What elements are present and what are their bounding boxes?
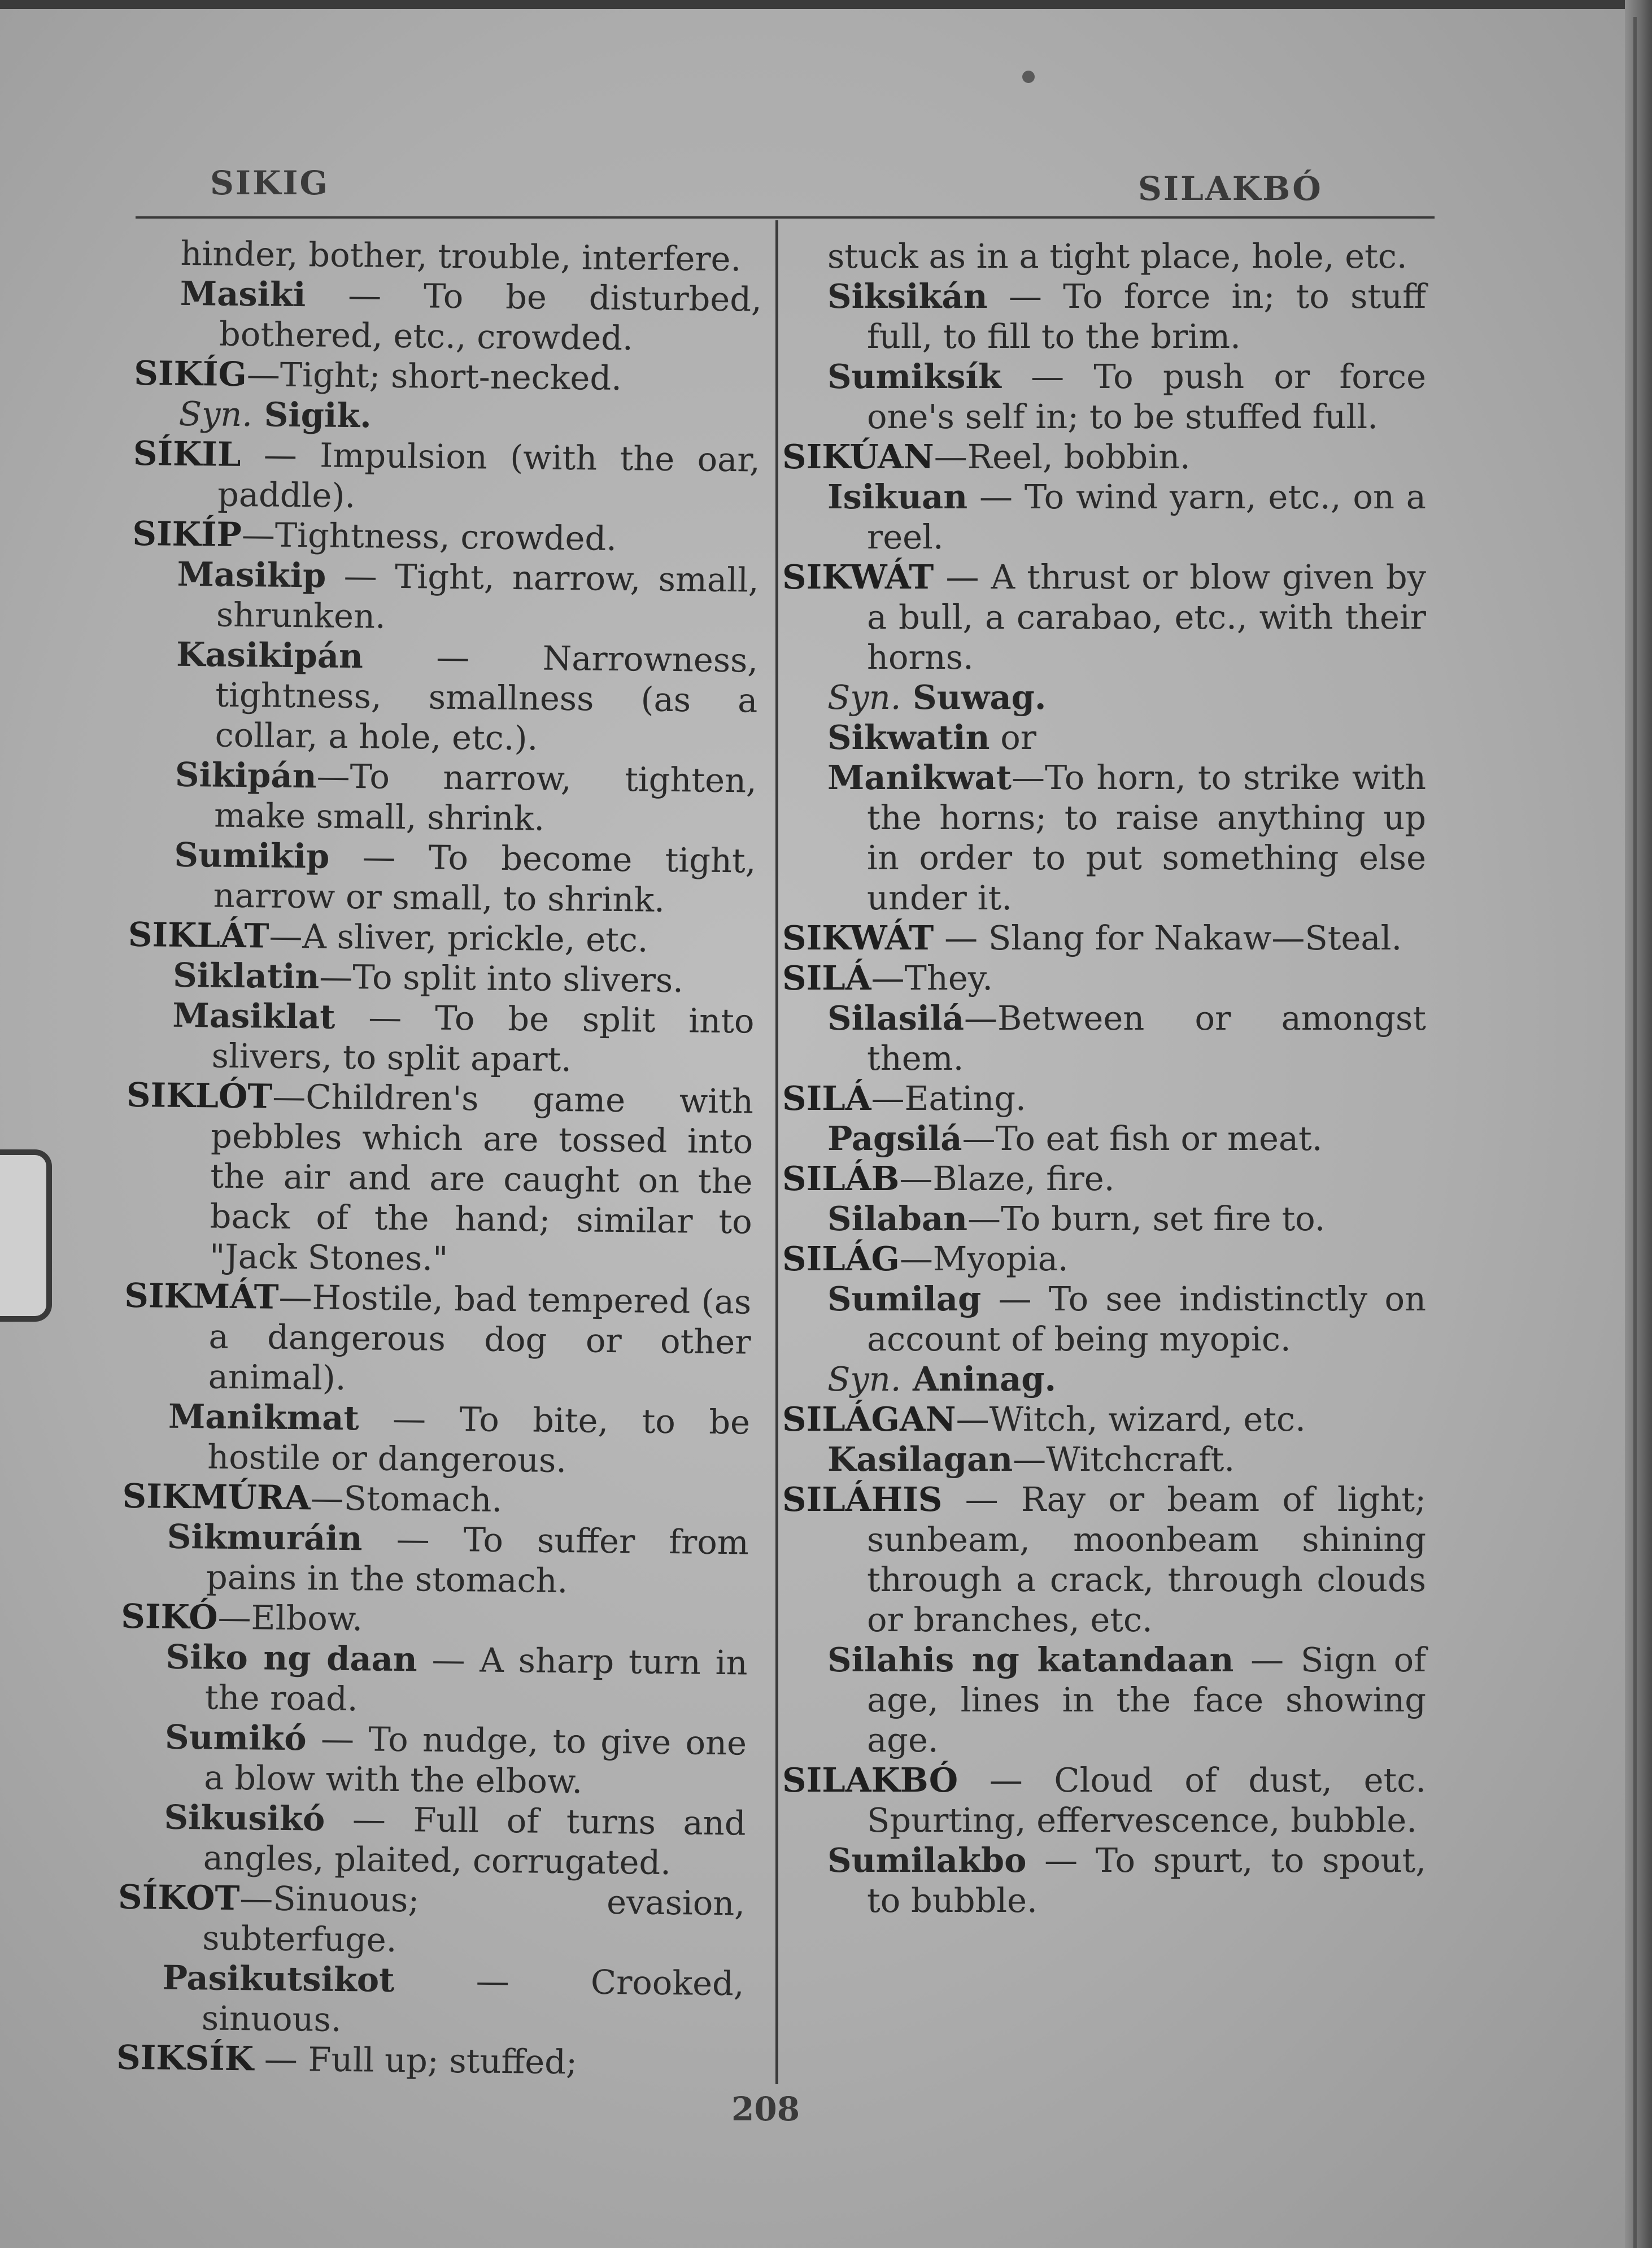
subword: Sikusikó (164, 1797, 325, 1839)
synonym-label: Syn. (827, 678, 901, 717)
subword: Sikmuráin (167, 1517, 363, 1558)
headword: SIKSÍK (116, 2037, 254, 2079)
subword: Sigik. (252, 395, 372, 435)
definition-text: —Witchcraft. (1013, 1440, 1235, 1479)
dictionary-entry (782, 1078, 1426, 1118)
definition-text: —To split into slivers. (319, 957, 684, 1000)
dictionary-subentry (782, 356, 1426, 437)
headword: SIKÍG (134, 353, 247, 394)
definition-text: —Witch, wizard, etc. (956, 1400, 1306, 1439)
headword: SILÁG (782, 1239, 900, 1278)
headword: SIKLÓT (126, 1075, 273, 1116)
running-head-left: SIKIG (210, 164, 330, 202)
dictionary-entry (128, 914, 756, 961)
dictionary-subentry (782, 1199, 1426, 1239)
subword: Pasikutsikot (162, 1958, 395, 1999)
dictionary-subentry (782, 757, 1426, 918)
column-divider (775, 220, 778, 2084)
subword: Manikwat (827, 758, 1012, 797)
dictionary-subentry (133, 393, 761, 440)
dictionary-entry (782, 1479, 1426, 1640)
definition-text: — To force in; to stuff full, to fill to the brim. (867, 277, 1426, 356)
subword: Sikipán (175, 755, 317, 796)
dictionary-subentry (782, 998, 1426, 1078)
dictionary-subentry (132, 554, 759, 641)
headword: SILÁB (782, 1159, 900, 1198)
dictionary-subentry (135, 233, 762, 280)
subword: Kasilagan (827, 1440, 1013, 1479)
dictionary-subentry (782, 717, 1426, 757)
subword: Kasikipán (176, 634, 364, 676)
dictionary-entry (133, 433, 760, 520)
page-fold-line (1633, 17, 1637, 2248)
definition-text: — Full up; stuffed; (253, 2039, 578, 2082)
headword: SIKÍP (132, 513, 242, 554)
definition-text: —Reel, bobbin. (934, 437, 1191, 476)
definition-text: —A sliver, prickle, etc. (269, 916, 648, 960)
definition-text: — To push or force one's self in; to be stuffed full. (867, 357, 1426, 436)
definition-text: — Sign of age, lines in the face showing age. (867, 1640, 1426, 1759)
definition-text: — Full of turns and angles, plaited, corrugated. (203, 1799, 746, 1883)
subword: Sumikip (174, 835, 330, 876)
definition-text: — Crooked, sinuous. (201, 1960, 744, 2039)
subword: Isikuan (827, 477, 968, 516)
dictionary-subentry (782, 677, 1426, 717)
dictionary-subentry (117, 1957, 744, 2044)
dictionary-entry (121, 1596, 748, 1643)
headword: SILÁHIS (782, 1480, 943, 1519)
subword: Siko ng daan (165, 1637, 418, 1679)
definition-text: — Impulsion (with the oar, paddle). (217, 434, 761, 516)
subword: Silahis ng katandaan (827, 1640, 1234, 1679)
definition-text: —Children's game with pebbles which are tossed into the air and are caught on the back of the hand; similar to "Jack Stones." (209, 1077, 754, 1278)
definition-text: hinder, bother, trouble, interfere. (180, 233, 742, 279)
headword: SILÁGAN (782, 1400, 956, 1439)
headword: SIKMÚRA (122, 1476, 311, 1518)
dictionary-subentry (128, 955, 755, 1001)
dictionary-entry (134, 353, 761, 400)
dictionary-subentry (128, 834, 756, 921)
definition-text: —Hostile, bad tempered (as a dangerous dog or other animal). (208, 1277, 752, 1398)
definition-text: —They. (871, 959, 993, 997)
dictionary-subentry (782, 1118, 1426, 1158)
definition-text: —Tightness, crowded. (241, 515, 617, 558)
dictionary-subentry (782, 477, 1426, 557)
dictionary-entry (782, 1399, 1426, 1439)
page-top-edge (0, 0, 1652, 9)
subword: Aninag. (901, 1360, 1057, 1399)
dictionary-subentry (782, 1359, 1426, 1399)
headword: SÍKOT (117, 1877, 240, 1918)
dictionary-subentry (782, 1279, 1426, 1359)
subword: Siksikán (827, 277, 988, 316)
definition-text: —Stomach. (310, 1478, 503, 1519)
dictionary-subentry (120, 1636, 747, 1723)
headword: SIKLÁT (128, 914, 269, 956)
dictionary-entry (123, 1275, 751, 1402)
headword: SIKMÁT (124, 1275, 279, 1317)
definition-text: —Between or amongst them. (867, 999, 1426, 1078)
dictionary-entry (782, 437, 1426, 477)
dictionary-subentry (134, 273, 762, 360)
dictionary-entry (117, 1877, 745, 1964)
definition-text: — Tight, narrow, small, shrunken. (216, 556, 759, 636)
definition-text: —Elbow. (217, 1597, 363, 1639)
subword: Sumikó (164, 1717, 307, 1758)
dictionary-subentry (782, 1439, 1426, 1479)
definition-text: —Blaze, fire. (899, 1159, 1115, 1198)
running-head-right: SILAKBÓ (1138, 169, 1323, 208)
headword: SIKÚAN (782, 437, 934, 476)
headword: SILÁ (782, 1079, 871, 1118)
subword: Masikip (177, 554, 326, 595)
dictionary-entry (782, 557, 1426, 677)
subword: Manikmat (168, 1396, 360, 1438)
definition-text: —To horn, to strike with the horns; to raise anything up in order to put something else under it. (867, 758, 1426, 917)
definition-text: or (990, 718, 1036, 757)
headword: SILAKBÓ (782, 1761, 958, 1800)
subword: Silasilá (827, 999, 964, 1038)
definition-text: —To eat fish or meat. (962, 1119, 1323, 1158)
subword: Masiklat (172, 995, 335, 1036)
dictionary-subentry (782, 236, 1426, 276)
dictionary-subentry (130, 634, 758, 761)
dictionary-subentry (121, 1516, 749, 1603)
subword: Sumilakbo (827, 1841, 1027, 1880)
dictionary-entry (782, 1239, 1426, 1279)
definition-text: —Myopia. (899, 1239, 1069, 1278)
dictionary-entry (122, 1476, 749, 1523)
dictionary-subentry (782, 1640, 1426, 1760)
headword: SIKÓ (120, 1596, 218, 1637)
ink-speck (1022, 71, 1035, 83)
dictionary-subentry (129, 754, 757, 841)
header-rule (136, 216, 1435, 219)
subword: Sikwatin (827, 718, 990, 757)
headword: SIKWÁT (782, 557, 934, 596)
dictionary-subentry (782, 276, 1426, 356)
subword: Siklatin (172, 955, 320, 996)
definition-text: — Slang for Nakaw—Steal. (934, 918, 1402, 957)
definition-text: —Tight; short-necked. (246, 355, 622, 398)
definition-text: —To burn, set fire to. (967, 1199, 1326, 1238)
definition-text: — To nudge, to give one a blow with the elbow. (204, 1719, 747, 1801)
page-right-edge (1625, 0, 1652, 2248)
definition-text: —Eating. (871, 1079, 1026, 1118)
page-number: 208 (731, 2090, 800, 2128)
definition-text: — Ray or beam of light; sunbeam, moonbeam shining through a crack, through clouds or branches, etc. (867, 1480, 1426, 1639)
definition-text: — To bite, to be hostile or dangerous. (207, 1399, 751, 1480)
dictionary-entry (132, 513, 760, 560)
headword: SIKWÁT (782, 918, 934, 957)
definition-text: — Cloud of dust, etc. Spurting, effervescence, bubble. (867, 1761, 1426, 1840)
definition-text: —Sinuous; evasion, subterfuge. (202, 1879, 746, 1960)
binder-clip (0, 1149, 52, 1322)
dictionary-entry (782, 1158, 1426, 1199)
left-column (116, 233, 762, 2084)
subword: Suwag. (901, 678, 1047, 717)
headword: SÍKIL (133, 433, 241, 474)
definition-text: — A sharp turn in the road. (204, 1640, 748, 1719)
dictionary-entry (782, 918, 1426, 958)
subword: Sumilag (827, 1279, 982, 1318)
headword: SILÁ (782, 959, 871, 997)
subword: Masiki (180, 273, 306, 315)
subword: Silaban (827, 1199, 968, 1238)
dictionary-entry (782, 1760, 1426, 1840)
dictionary-subentry (119, 1717, 747, 1803)
subword: Sumiksík (827, 357, 1001, 396)
definition-text: — To see indistinctly on account of being myopic. (867, 1279, 1426, 1358)
dictionary-entry (125, 1075, 754, 1282)
dictionary-subentry (127, 995, 754, 1082)
definition-text: —To narrow, tighten, make small, shrink. (213, 756, 757, 838)
dictionary-entry (116, 2037, 744, 2084)
definition-text: — To be split into slivers, to split apart. (211, 997, 755, 1079)
definition-text: — To wind yarn, etc., on a reel. (867, 477, 1426, 556)
definition-text: — To suffer from pains in the stomach. (206, 1519, 749, 1601)
definition-text: — A thrust or blow given by a bull, a carabao, etc., with their horns. (867, 557, 1426, 677)
synonym-label: Syn. (827, 1360, 901, 1399)
definition-text: stuck as in a tight place, hole, etc. (827, 237, 1407, 276)
synonym-label: Syn. (178, 394, 253, 434)
definition-text: — To spurt, to spout, to bubble. (867, 1841, 1426, 1920)
definition-text: — To become tight, narrow or small, to shrink. (213, 837, 756, 920)
right-column (782, 236, 1426, 1920)
subword: Pagsilá (827, 1119, 962, 1158)
definition-text: — To be disturbed, bothered, etc., crowded. (219, 275, 762, 358)
dictionary-subentry (119, 1797, 746, 1884)
definition-text: — Narrowness, tightness, smallness (as a collar, a hole, etc.). (215, 637, 759, 758)
dictionary-subentry (782, 1840, 1426, 1920)
dictionary-entry (782, 958, 1426, 998)
dictionary-subentry (123, 1396, 750, 1483)
